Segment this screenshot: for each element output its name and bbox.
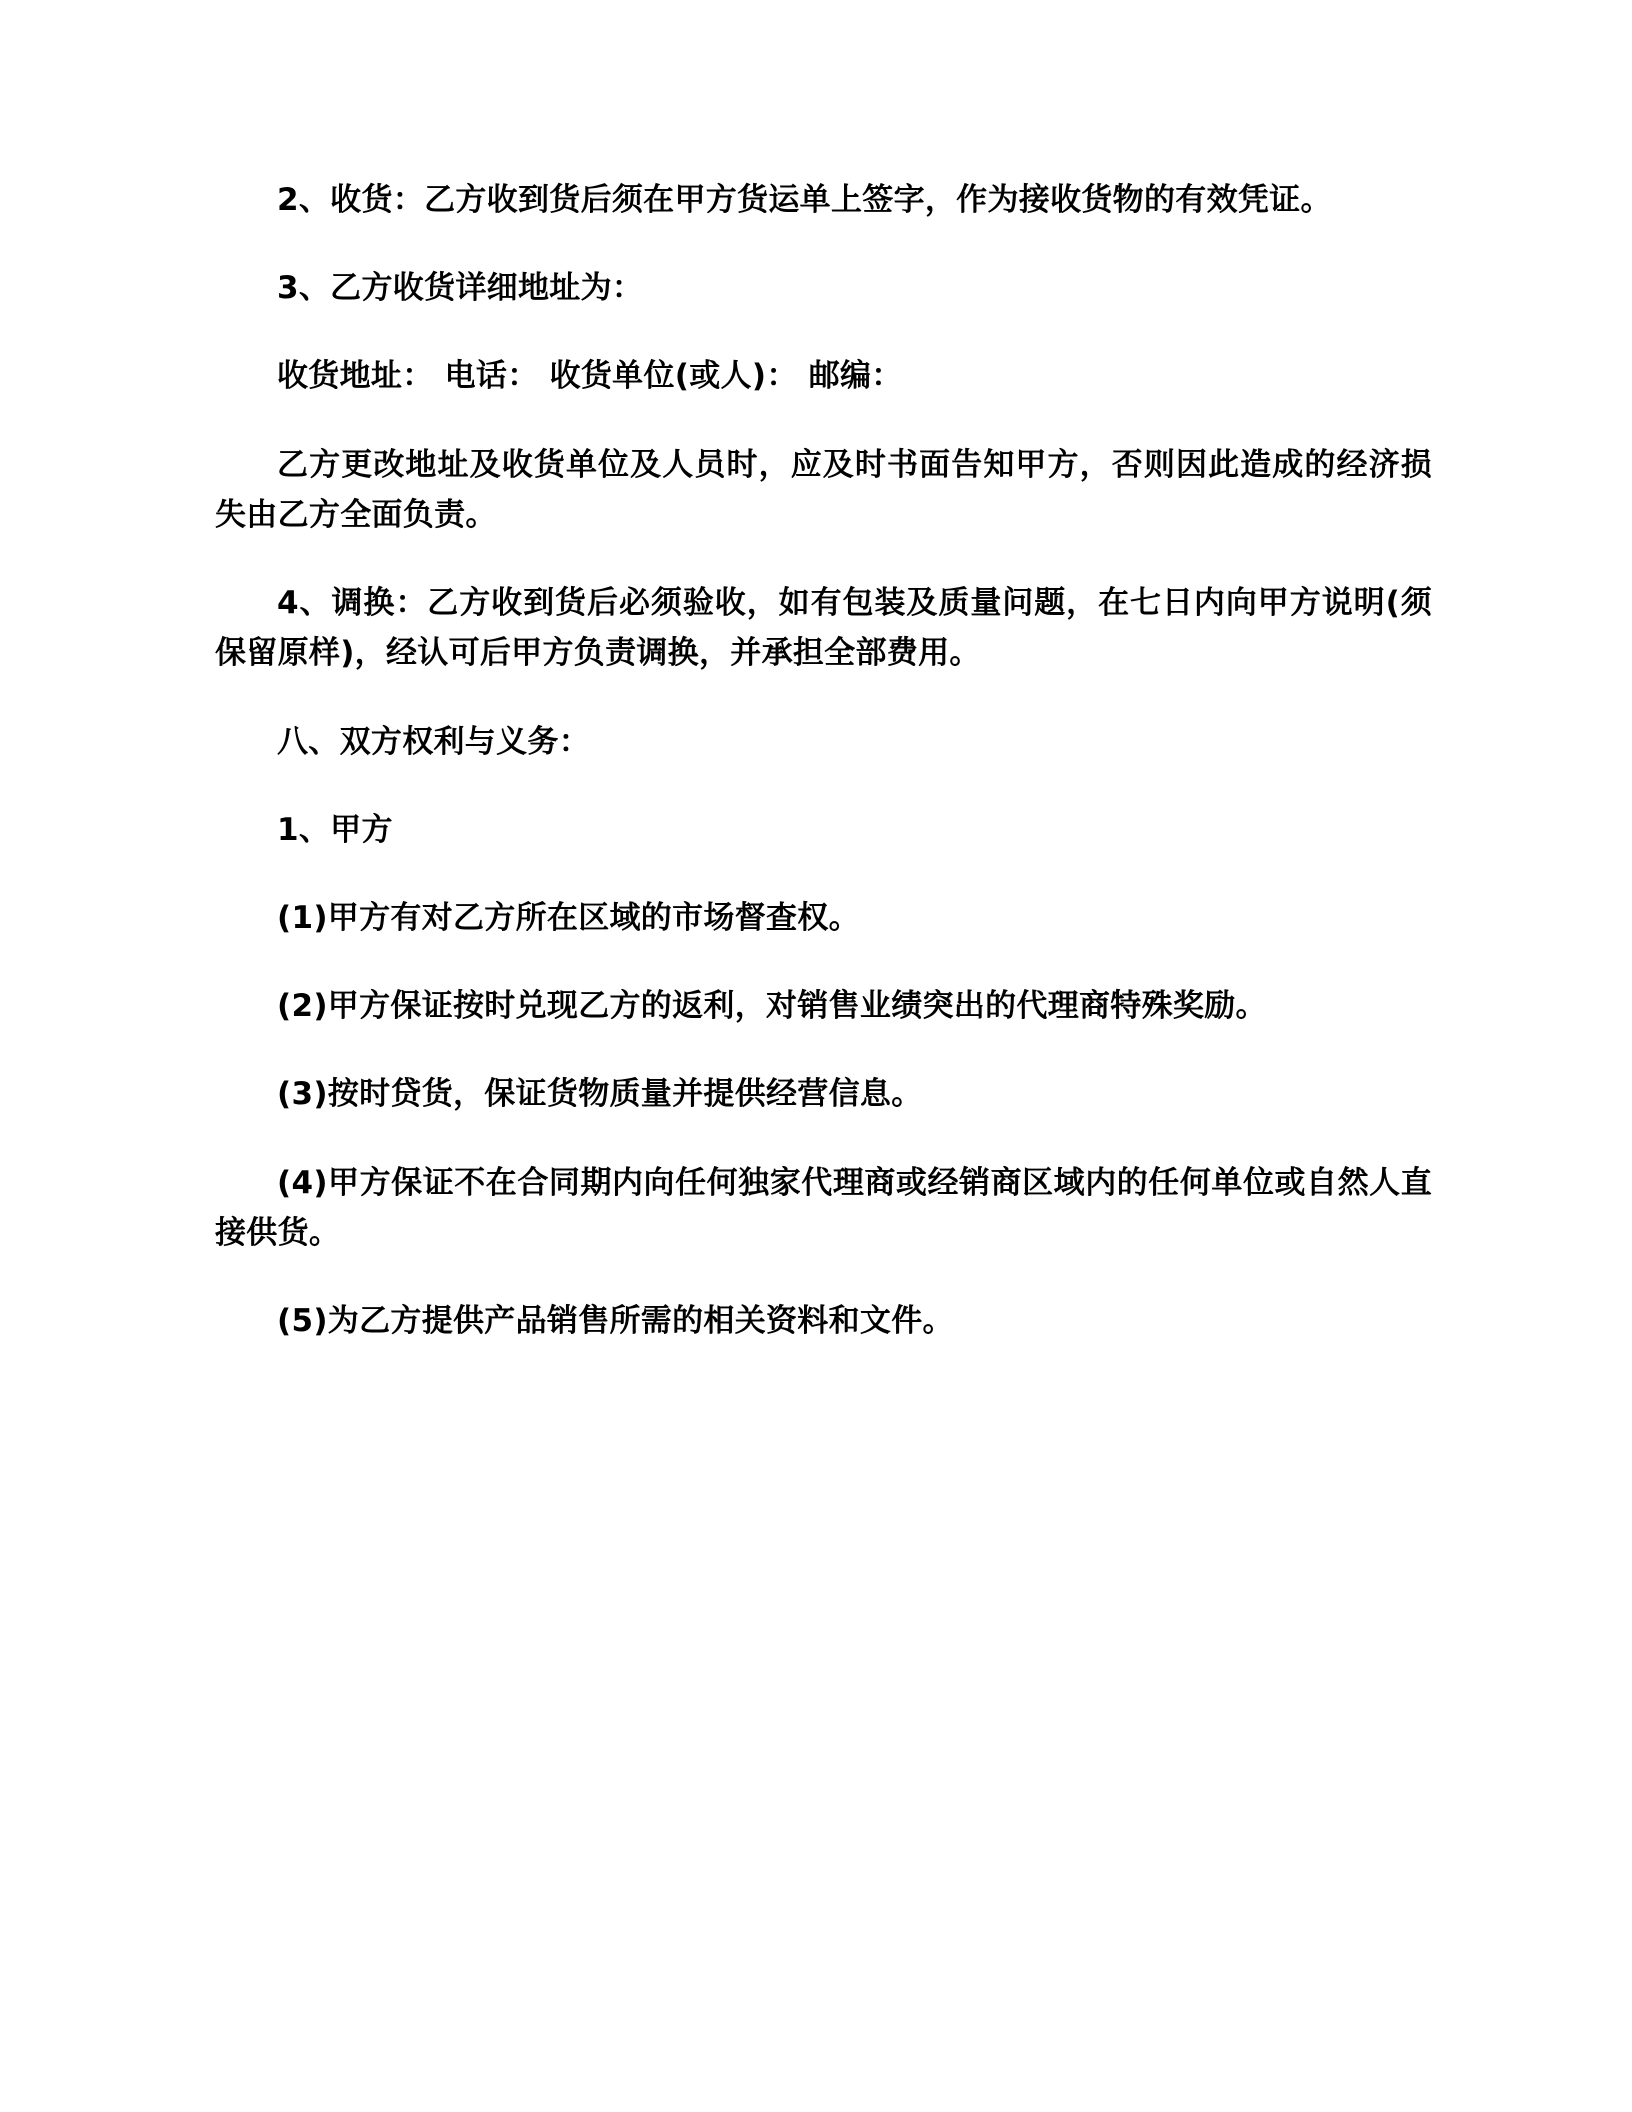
paragraph-item-1: (1)甲方有对乙方所在区域的市场督查权。 [277,899,860,936]
document-body [215,175,1432,1346]
paragraph-item-4: (4)甲方保证不在合同期内向任何独家代理商或经销商区域内的任何单位或自然人直接供货。 [215,1164,1432,1251]
paragraph-address-change: 乙方更改地址及收货单位及人员时，应及时书面告知甲方，否则因此造成的经济损失由乙方全面负责。 [215,446,1432,533]
subheading-party-a: 1、甲方 [277,811,393,848]
paragraph-receiving-goods: 2、收货：乙方收到货后须在甲方货运单上签字，作为接收货物的有效凭证。 [277,182,1332,218]
paragraph-item-3: (3)按时贷货，保证货物质量并提供经营信息。 [277,1076,923,1113]
paragraph-address-fields: 收货地址： 电话： 收货单位(或人)： 邮编： [277,358,903,395]
paragraph-item-5: (5)为乙方提供产品销售所需的相关资料和文件。 [277,1303,954,1340]
paragraph-exchange: 4、调换：乙方收到货后必须验收，如有包装及质量问题，在七日内向甲方说明(须保留原样)，经认可后甲方负责调换，并承担全部费用。 [215,585,1432,672]
paragraph-item-2: (2)甲方保证按时兑现乙方的返利，对销售业绩突出的代理商特殊奖励。 [277,988,1267,1025]
section-heading-rights-obligations: 八、双方权利与义务： [277,723,590,760]
paragraph-address-heading: 3、乙方收货详细地址为： [277,270,644,307]
